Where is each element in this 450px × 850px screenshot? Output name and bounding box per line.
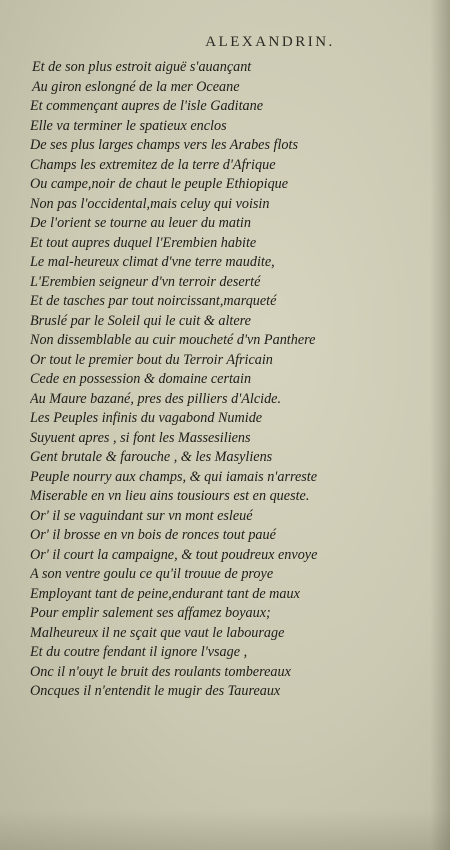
verse-line: Au giron eslongné de la mer Oceane	[32, 78, 240, 95]
verse-line: Le mal-heureux climat d'vne terre maudite,	[30, 254, 275, 270]
verse-line: Cede en possession & domaine certain	[30, 371, 252, 387]
verse-line: Peuple nourry aux champs, & qui iamais n'arreste	[30, 468, 318, 485]
verse-line: Bruslé par le Soleil qui le cuit & altere	[30, 312, 251, 329]
verse-line: Les Peuples infinis du vagabond Numide	[30, 410, 263, 426]
verse-line: Et tout aupres duquel l'Erembien habite	[30, 234, 257, 251]
verse-line: Onc il n'ouyt le bruit des roulants tombereaux	[30, 663, 291, 680]
verse-line: Non pas l'occidental,mais celuy qui voisin	[30, 195, 270, 212]
verse-line: Or' il court la campaigne, & tout poudreux envoye	[30, 546, 318, 563]
verse-line: Et de son plus estroit aiguë s'auançant	[32, 59, 252, 75]
verse-line: L'Erembien seigneur d'vn terroir deserté	[30, 273, 261, 290]
verse-line: Non dissemblable au cuir moucheté d'vn Panthere	[30, 332, 316, 348]
verse-line: Or' il brosse en vn bois de ronces tout paué	[30, 527, 276, 543]
verse-line: Oncques il n'entendit le mugir des Taureaux	[30, 683, 281, 699]
page-edge-shadow	[430, 0, 450, 850]
verse-line: Or' il se vaguindant sur vn mont esleué	[30, 507, 253, 524]
running-head: ALEXANDRIN.	[205, 34, 335, 50]
verse-line: Ou campe,noir de chaut le peuple Ethiopique	[30, 176, 289, 192]
verse-text	[30, 58, 430, 702]
verse-line: Suyuent apres , si font les Massesiliens	[30, 429, 251, 446]
verse-line: Or tout le premier bout du Terroir Africain	[30, 351, 273, 368]
verse-line: Malheureux il ne sçait que vaut le labourage	[30, 624, 285, 641]
verse-line: Et commençant aupres de l'isle Gaditane	[30, 98, 264, 114]
verse-line: De ses plus larges champs vers les Arabes flots	[30, 137, 298, 153]
verse-line: Champs les extremitez de la terre d'Afrique	[30, 156, 276, 173]
verse-line: A son ventre goulu ce qu'il trouue de proye	[30, 566, 274, 582]
verse-line: Au Maure bazané, pres des pilliers d'Alcide.	[30, 390, 282, 407]
page-bottom-shadow	[0, 810, 450, 850]
verse-line: De l'orient se tourne au leuer du matin	[30, 215, 251, 231]
verse-line: Elle va terminer le spatieux enclos	[30, 117, 227, 134]
verse-line: Pour emplir salement ses affamez boyaux;	[30, 605, 271, 621]
verse-line: Employant tant de peine,endurant tant de maux	[30, 585, 300, 602]
verse-line: Et du coutre fendant il ignore l'vsage ,	[30, 644, 248, 660]
verse-line: Gent brutale & farouche , & les Masyliens	[30, 449, 273, 465]
verse-line: Miserable en vn lieu ains tousiours est en queste.	[30, 488, 310, 504]
verse-line: Et de tasches par tout noircissant,marqueté	[30, 293, 277, 309]
